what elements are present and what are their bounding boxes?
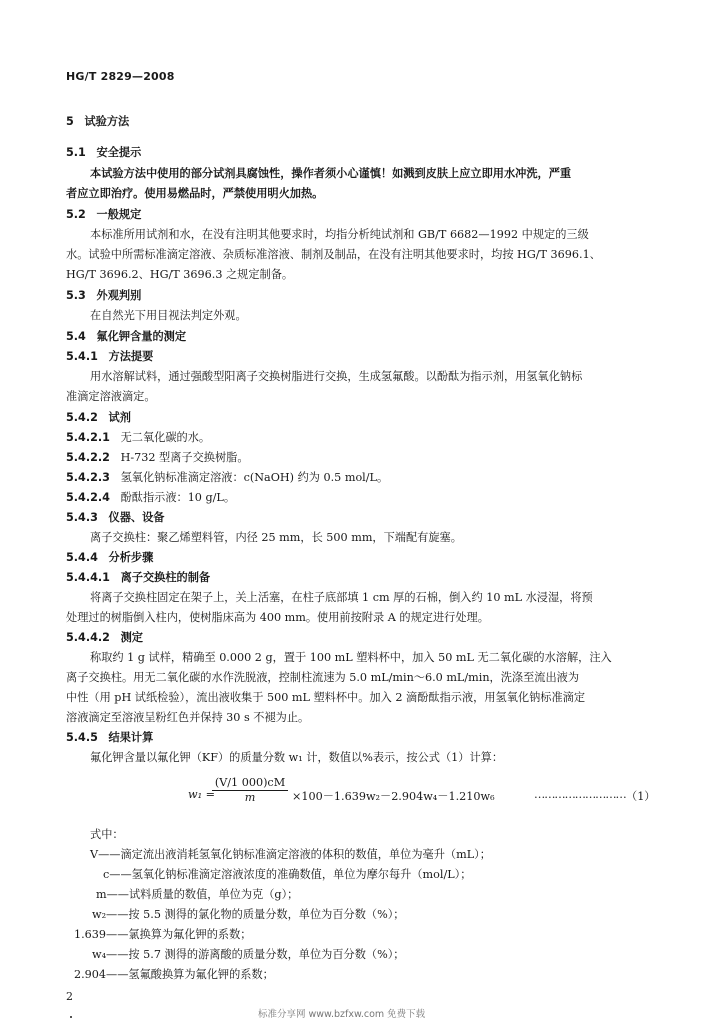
section-heading: 5.3 外观判别 <box>66 289 142 302</box>
variable-definition: w₄——按 5.7 测得的游离酸的质量分数，单位为百分数（%）； <box>92 948 405 961</box>
paragraph-line: HG/T 3696.2、HG/T 3696.3 之规定制备。 <box>66 268 294 281</box>
paragraph-line: 本标准所用试剂和水，在没有注明其他要求时，均指分析纯试剂和 GB/T 6682—1992 中规定的三级 <box>90 228 589 241</box>
formula-fraction <box>212 776 288 804</box>
where-intro: 式中： <box>90 828 124 841</box>
footer-watermark: 标准分享网 www.bzfxw.com 免费下载 <box>258 1009 426 1020</box>
list-item: 5.4.2.2 H-732 型离子交换树脂。 <box>66 451 249 464</box>
page-number: 2 <box>66 990 73 1003</box>
list-item: 5.4.2.3 氢氧化钠标准滴定溶液：c(NaOH) 约为 0.5 mol/L。 <box>66 471 389 484</box>
variable-definition: m——试料质量的数值，单位为克（g）； <box>96 888 299 901</box>
paragraph-line: 准滴定溶液滴定。 <box>66 390 156 403</box>
paragraph-line: 水。试验中所需标准滴定溶液、杂质标准溶液、制剂及制品，在没有注明其他要求时，均按 HG/T 3696.1、 <box>66 248 601 261</box>
paragraph-line: 将离子交换柱固定在架子上，关上活塞，在柱子底部填 1 cm 厚的石棉，倒入约 10 mL 水浸湿，将预 <box>90 591 593 604</box>
paragraph-line: 者应立即治疗。使用易燃品时，严禁使用明火加热。 <box>66 187 324 200</box>
list-item: 5.4.2.1 无二氧化碳的水。 <box>66 431 211 444</box>
formula-denominator: m <box>244 791 256 804</box>
section-heading: 5.4.4.1 离子交换柱的制备 <box>66 571 211 584</box>
variable-definition: 2.904——氢氟酸换算为氟化钾的系数； <box>74 968 274 981</box>
paragraph-line: 氟化钾含量以氟化钾（KF）的质量分数 w₁ 计，数值以%表示，按公式（1）计算： <box>90 751 504 764</box>
formula-numerator: (V/1 000)cM <box>212 776 288 791</box>
variable-definition: 1.639——氯换算为氟化钾的系数； <box>74 928 252 941</box>
list-item: 5.4.2.4 酚酞指示液：10 g/L。 <box>66 491 236 504</box>
section-heading: 5.4.1 方法提要 <box>66 350 154 363</box>
variable-definition: c——氢氧化钠标准滴定溶液浓度的准确数值，单位为摩尔每升（mol/L）； <box>103 868 472 881</box>
section-heading: 5.2 一般规定 <box>66 208 142 221</box>
paragraph-line: 中性（用 pH 试纸检验），流出液收集于 500 mL 塑料杯中。加入 2 滴酚酞指示液，用氢氧化钠标准滴定 <box>66 691 586 704</box>
paragraph-line: 称取约 1 g 试样，精确至 0.000 2 g，置于 100 mL 塑料杯中，加入 50 mL 无二氧化碳的水溶解，注入 <box>90 651 612 664</box>
variable-definition: V——滴定流出液消耗氢氧化钠标准滴定溶液的体积的数值，单位为毫升（mL）； <box>90 848 491 861</box>
formula-leader-dots: ……………………… <box>534 788 626 801</box>
section-heading: 5.4.2 试剂 <box>66 411 131 424</box>
variable-definition: w₂——按 5.5 测得的氯化物的质量分数，单位为百分数（%）； <box>92 908 405 921</box>
section-heading: 5.4.4 分析步骤 <box>66 551 154 564</box>
formula-number: （1） <box>626 790 656 803</box>
scan-speck <box>70 1016 72 1018</box>
section-heading: 5.1 安全提示 <box>66 146 142 159</box>
section-heading: 5 试验方法 <box>66 115 130 128</box>
paragraph-line: 在自然光下用目视法判定外观。 <box>90 309 247 322</box>
paragraph-line: 处理过的树脂倒入柱内，使树脂床高为 400 mm。使用前按附录 A 的规定进行处理。 <box>66 611 489 624</box>
formula-1 <box>188 776 658 814</box>
section-heading: 5.4.5 结果计算 <box>66 731 154 744</box>
paragraph-line: 本试验方法中使用的部分试剂具腐蚀性，操作者须小心谨慎！如溅到皮肤上应立即用水冲洗，严重 <box>90 167 572 180</box>
paragraph-line: 离子交换柱。用无二氧化碳的水作洗脱液，控制柱流速为 5.0 mL/min～6.0 mL/min，洗涤至流出液为 <box>66 671 580 684</box>
section-heading: 5.4 氟化钾含量的测定 <box>66 330 187 343</box>
section-heading: 5.4.3 仪器、设备 <box>66 511 165 524</box>
formula-rhs: ×100－1.639w₂－2.904w₄－1.210w₆ <box>292 790 495 803</box>
section-heading: 5.4.4.2 测定 <box>66 631 143 644</box>
paragraph-line: 溶液滴定至溶液呈粉红色并保持 30 s 不褪为止。 <box>66 711 310 724</box>
formula-lhs: w₁ = <box>188 788 215 801</box>
paragraph-line: 用水溶解试料，通过强酸型阳离子交换树脂进行交换，生成氢氟酸。以酚酞为指示剂，用氢氧化钠标 <box>90 370 583 383</box>
paragraph-line: 离子交换柱：聚乙烯塑料管，内径 25 mm，长 500 mm，下端配有旋塞。 <box>90 531 462 544</box>
standard-code: HG/T 2829—2008 <box>66 70 175 83</box>
